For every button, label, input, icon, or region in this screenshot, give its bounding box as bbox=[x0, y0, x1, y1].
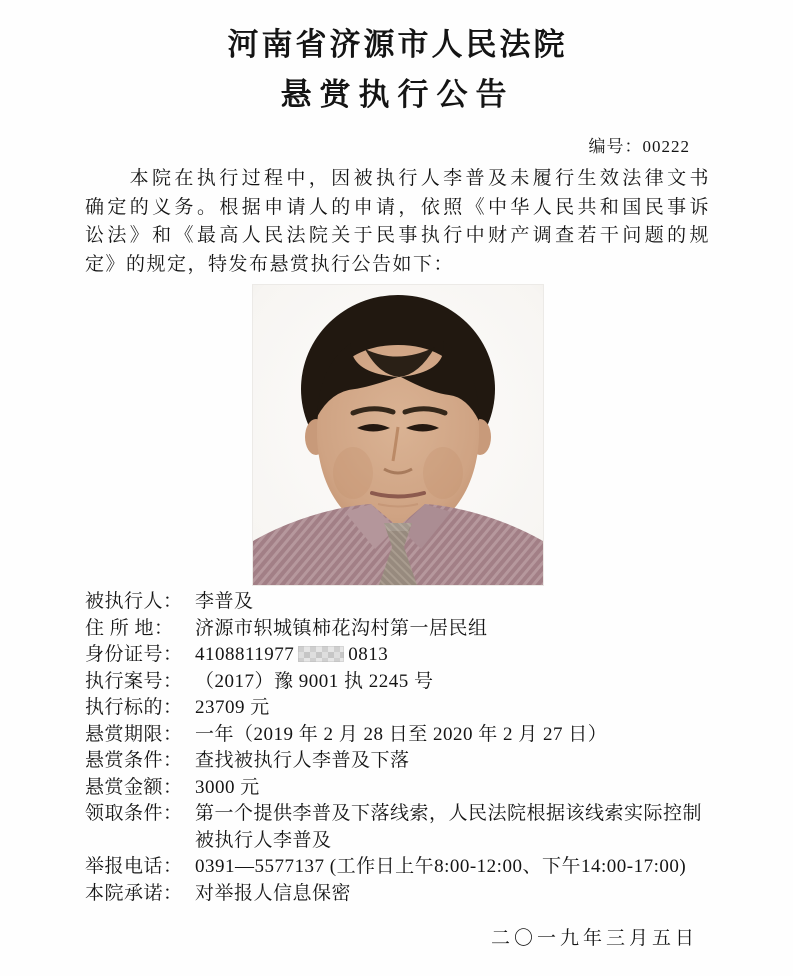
field-label: 执行案号： bbox=[85, 670, 183, 692]
document-number-value: 00222 bbox=[642, 137, 690, 156]
document-number bbox=[85, 132, 710, 157]
debtor-portrait-photo bbox=[253, 285, 543, 585]
field-label: 举报电话： bbox=[85, 856, 183, 877]
body-line: 确定的义务。根据申请人的申请，依照《中华人民共和国民事诉 bbox=[85, 196, 710, 218]
notice-body-paragraph bbox=[85, 165, 710, 279]
id-number-prefix: 4108811977 bbox=[195, 644, 295, 665]
field-value: 第一个提供李普及下落线索，人民法院根据该线索实际控制被执行人李普及 bbox=[195, 803, 703, 851]
document-number-label: 编号： bbox=[588, 137, 643, 156]
field-row-reward-condition bbox=[85, 748, 710, 775]
field-value: 李普及 bbox=[195, 591, 254, 612]
field-row-report-phone bbox=[85, 854, 710, 881]
field-value: 3000 元 bbox=[195, 776, 260, 798]
field-label: 悬赏金额： bbox=[85, 776, 183, 798]
field-row-execution-target bbox=[85, 695, 710, 722]
field-label: 本院承诺： bbox=[85, 882, 183, 904]
body-line: 讼法》和《最高人民法院关于民事执行中财产调查若干问题的规 bbox=[85, 225, 710, 246]
field-row-court-promise bbox=[85, 881, 710, 908]
field-label: 执行标的： bbox=[85, 697, 183, 718]
redaction-block bbox=[298, 646, 344, 662]
field-label: 悬赏期限： bbox=[85, 723, 183, 745]
field-label: 被执行人： bbox=[85, 591, 183, 612]
field-row-reward-period bbox=[85, 722, 710, 749]
field-row-case-number bbox=[85, 669, 710, 696]
field-row-claim-condition bbox=[85, 801, 710, 854]
field-row-debtor bbox=[85, 589, 710, 616]
field-label: 领取条件： bbox=[85, 803, 183, 824]
court-name-title: 河南省济源市人民法院 bbox=[227, 27, 568, 62]
issue-date: 二〇一九年三月五日 bbox=[490, 928, 698, 949]
field-value: 23709 元 bbox=[195, 697, 270, 718]
id-number-suffix: 0813 bbox=[348, 644, 389, 665]
case-details-list bbox=[85, 589, 710, 907]
field-value: 0391—5577137 (工作日上午8:00-12:00、下午14:00-17:00) bbox=[195, 856, 687, 877]
field-value: 济源市轵城镇柿花沟村第一居民组 bbox=[195, 617, 488, 639]
field-value bbox=[187, 642, 710, 669]
field-label: 身份证号： bbox=[85, 644, 183, 665]
field-value: 一年（2019 年 2 月 28 日至 2020 年 2 月 27 日） bbox=[195, 723, 608, 745]
field-label: 住 所 地： bbox=[85, 617, 174, 639]
field-value: 对举报人信息保密 bbox=[195, 882, 352, 904]
field-row-address bbox=[85, 616, 710, 643]
field-row-reward-amount bbox=[85, 775, 710, 802]
body-line: 定》的规定，特发布悬赏执行公告如下： bbox=[85, 253, 455, 275]
field-value: 查找被执行人李普及下落 bbox=[195, 750, 410, 771]
body-line: 本院在执行过程中，因被执行人李普及未履行生效法律文书 bbox=[129, 168, 710, 189]
portrait-illustration bbox=[253, 285, 543, 585]
field-row-id-number bbox=[85, 642, 710, 669]
notice-title: 悬赏执行公告 bbox=[280, 77, 515, 112]
field-value: （2017）豫 9001 执 2245 号 bbox=[195, 670, 434, 692]
field-label: 悬赏条件： bbox=[85, 750, 183, 771]
